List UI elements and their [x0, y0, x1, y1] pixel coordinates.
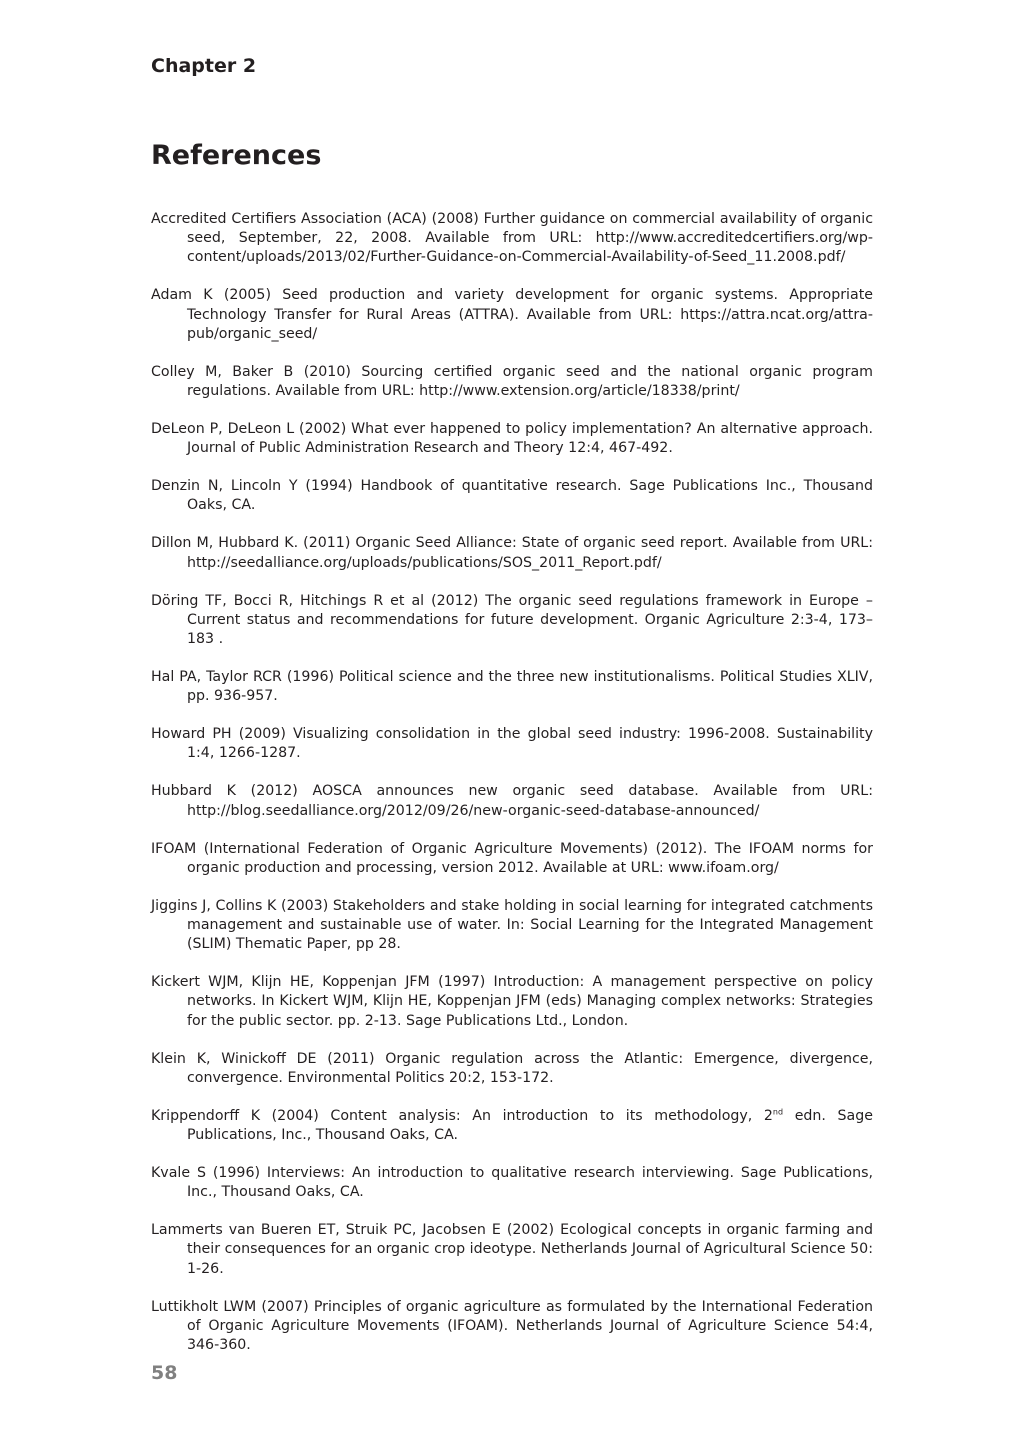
reference-item: Hubbard K (2012) AOSCA announces new organic seed database. Available from URL: http://blog.seedalliance.org/2012/09/26/new-organic-seed-database-announced/ [151, 783, 873, 819]
reference-item: Jiggins J, Collins K (2003) Stakeholders and stake holding in social learning for integrated catchments management and sustainable use of water. In: Social Learning for the Integrated Management (SLIM) Thematic Paper, pp 28. [151, 897, 873, 953]
reference-item: Adam K (2005) Seed production and variety development for organic systems. Appropriate Technology Transfer for Rural Areas (ATTRA). Available from URL: https://attra.ncat.org/attra-pub/organic_seed/ [151, 287, 873, 342]
reference-item: Accredited Certifiers Association (ACA) (2008) Further guidance on commercial availability of organic seed, September, 22, 2008. Available from URL: http://www.accreditedcertifiers.org/wp-content/uploads/2013/02/Further-Guidance-on-Commercial-Availability-of-Seed_11.2008.pdf/ [151, 211, 873, 266]
chapter-label: Chapter 2 [151, 55, 257, 77]
reference-item [151, 1107, 873, 1145]
reference-item: Kickert WJM, Klijn HE, Koppenjan JFM (1997) Introduction: A management perspective on policy networks. In Kickert WJM, Klijn HE, Koppenjan JFM (eds) Managing complex networks: Strategies for the public sector. pp. 2-13. Sage Publications Ltd., London. [151, 974, 873, 1029]
page-number: 58 [151, 1362, 178, 1384]
reference-item: Kvale S (1996) Interviews: An introduction to qualitative research interviewing. Sage Publications, Inc., Thousand Oaks, CA. [151, 1165, 873, 1201]
reference-item: Colley M, Baker B (2010) Sourcing certified organic seed and the national organic program regulations. Available from URL: http://www.extension.org/article/18338/print/ [151, 363, 873, 400]
reference-item: Lammerts van Bueren ET, Struik PC, Jacobsen E (2002) Ecological concepts in organic farming and their consequences for an organic crop ideotype. Netherlands Journal of Agricultural Science 50: 1-26. [151, 1222, 873, 1277]
reference-text: Krippendorff K (2004) Content analysis: An introduction to its methodology, 2 [151, 1107, 773, 1124]
reference-text: edn. Sage Publications, Inc., Thousand Oaks, CA. [187, 1107, 873, 1144]
reference-item: Luttikholt LWM (2007) Principles of organic agriculture as formulated by the International Federation of Organic Agriculture Movements (IFOAM). Netherlands Journal of Agriculture Science 54:4, 346-360. [151, 1298, 873, 1354]
reference-list [151, 210, 873, 1374]
reference-item: DeLeon P, DeLeon L (2002) What ever happened to policy implementation? An alternative approach. Journal of Public Administration Research and Theory 12:4, 467-492. [151, 421, 873, 457]
reference-item: Howard PH (2009) Visualizing consolidation in the global seed industry: 1996-2008. Sustainability 1:4, 1266-1287. [151, 726, 873, 762]
page-title: References [151, 140, 322, 171]
reference-item: IFOAM (International Federation of Organic Agriculture Movements) (2012). The IFOAM norms for organic production and processing, version 2012. Available at URL: www.ifoam.org/ [151, 840, 873, 876]
reference-item: Döring TF, Bocci R, Hitchings R et al (2012) The organic seed regulations framework in Europe – Current status and recommendations for future development. Organic Agriculture 2:3-4, 173–183 . [151, 592, 873, 648]
reference-item: Denzin N, Lincoln Y (1994) Handbook of quantitative research. Sage Publications Inc., Thousand Oaks, CA. [151, 478, 873, 514]
superscript-ordinal: nd [772, 1107, 784, 1117]
reference-item: Dillon M, Hubbard K. (2011) Organic Seed Alliance: State of organic seed report. Available from URL: http://seedalliance.org/uploads/publications/SOS_2011_Report.pdf/ [151, 535, 873, 571]
reference-item: Hal PA, Taylor RCR (1996) Political science and the three new institutionalisms. Political Studies XLIV, pp. 936-957. [151, 669, 873, 705]
reference-item: Klein K, Winickoff DE (2011) Organic regulation across the Atlantic: Emergence, divergence, convergence. Environmental Politics 20:2, 153-172. [151, 1050, 873, 1086]
